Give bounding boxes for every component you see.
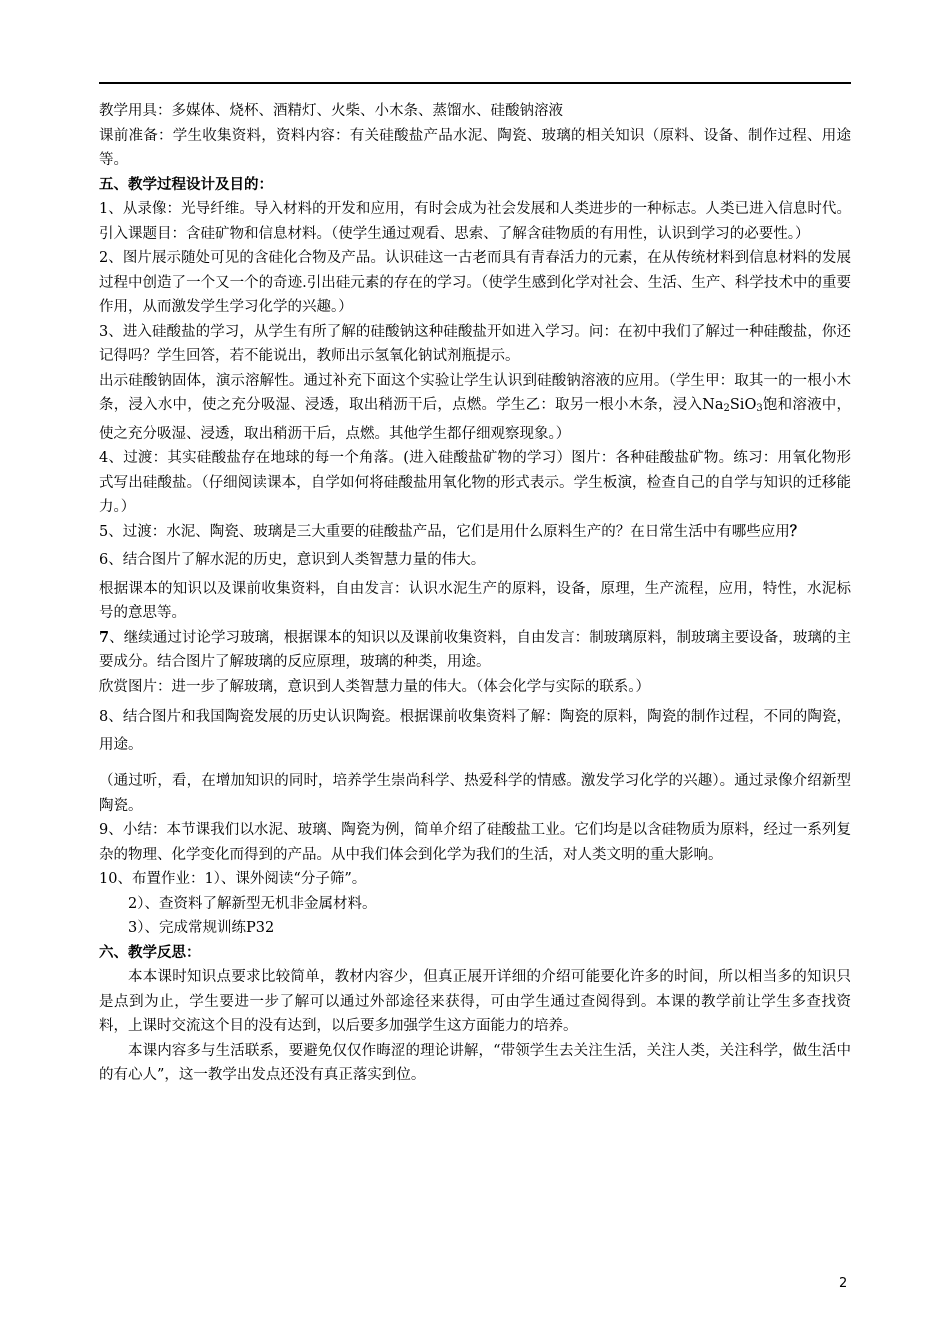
step-8: 8、结合图片和我国陶瓷发展的历史认识陶瓷。根据课前收集资料了解：陶瓷的原料，陶瓷的制作过程，不同的陶瓷，用途。 (99, 709, 851, 753)
step-5-question-mark: ？ (789, 522, 805, 540)
reflection-paragraph-2: 本课内容多与生活联系，要避免仅仅作晦涩的理论讲解，“带领学生去关注生活，关注人类，关注科学，做生活中的有心人”，这一教学出发点还没有真正落实到位。 (99, 1042, 851, 1083)
step-10-homework: 10、布置作业：1）、课外阅读“分子筛”。 (99, 871, 367, 887)
step-3-experiment (99, 369, 851, 447)
teaching-tools: 教学用具：多媒体、烧杯、酒精灯、火柴、小木条、蒸馏水、硅酸钠溶液 (99, 103, 563, 119)
subscript-2: 2 (723, 403, 730, 414)
homework-item-3: 3）、完成常规训练P32 (128, 920, 275, 936)
section-6-heading: 六、教学反思： (99, 943, 201, 961)
reflection-paragraph-1: 本本课时知识点要求比较简单，教材内容少，但真正展开详细的介绍可能要化许多的时间，所以相当多的知识只是点到为止，学生要进一步了解可以通过外部途径来获得，可由学生通过查阅得到。本课的教学前让学生多查找资料，上课时交流这个目的没有达到，以后要多加强学生这方面能力的培养。 (99, 969, 851, 1034)
step-5-text: 5、过渡：水泥、陶瓷、玻璃是三大重要的硅酸盐产品，它们是用什么原料生产的？在日常生活中有哪些应用 (99, 523, 790, 540)
homework-item-2: 2）、查资料了解新型无机非金属材料。 (128, 895, 377, 912)
step-7-appreciation: 欣赏图片：进一步了解玻璃，意识到人类智慧力量的伟大。（体会化学与实际的联系。） (99, 678, 650, 695)
header-rule (99, 82, 851, 84)
formula-sio: SiO (729, 397, 757, 413)
step-1: 1、从录像：光导纤维。导入材料的开发和应用，有时会成为社会发展和人类进步的一种标志。人类已进入信息时代。引入课题目：含硅矿物和信息材料。（使学生通过观看、思索、了解含硅物质的有用性，认识到学习的必要性。） (99, 201, 851, 242)
section-5-heading: 五、教学过程设计及目的： (99, 175, 273, 193)
step-7-number: 7 (99, 628, 110, 646)
experiment-text-b: 饱和溶液中，使之充分吸湿、浸透，取出稍沥干后，点燃。其他学生都仔细观察现象。） (99, 397, 851, 442)
document-body (99, 99, 851, 1088)
page-number: 2 (839, 1276, 848, 1291)
step-6-discussion: 根据课本的知识以及课前收集资料，自由发言：认识水泥生产的原料，设备，原理，生产流程，应用，特性，水泥标号的意思等。 (99, 580, 851, 621)
step-4: 4、过渡：其实硅酸盐存在地球的每一个角落。(进入硅酸盐矿物的学习）图片：各种硅酸盐矿物。练习：用氧化物形式写出硅酸盐。（仔细阅读课本，自学如何将硅酸盐用氧化物的形式表示。学生板演，检查自己的自学与知识的迁移能力。） (99, 450, 851, 515)
step-3: 3、进入硅酸盐的学习，从学生有所了解的硅酸钠这种硅酸盐开如进入学习。问：在初中我们了解过一种硅酸盐，你还记得吗？学生回答，若不能说出，教师出示氢氧化钠试剂瓶提示。 (99, 323, 851, 364)
step-2: 2、图片展示随处可见的含硅化合物及产品。认识硅这一古老而具有青春活力的元素，在从传统材料到信息材料的发展过程中创造了一个又一个的奇迹.引出硅元素的存在的学习。（使学生感到化学对社会、生活、生产、科学技术中的重要作用，从而激发学生学习化学的兴趣。） (99, 250, 851, 315)
step-5 (99, 520, 851, 545)
step-9-summary: 9、小结：本节课我们以水泥、玻璃、陶瓷为例，简单介绍了硅酸盐工业。它们均是以含硅物质为原料，经过一系列复杂的物理、化学变化而得到的产品。从中我们体会到化学为我们的生活，对人类文明的重大影响。 (99, 822, 851, 863)
step-6: 6、结合图片了解水泥的历史，意识到人类智慧力量的伟大。 (99, 552, 486, 568)
step-8-note: （通过听，看，在增加知识的同时，培养学生崇尚科学、热爱科学的情感。激发学习化学的兴趣）。通过录像介绍新型陶瓷。 (99, 773, 851, 814)
subscript-3: 3 (756, 403, 763, 414)
experiment-text-a: 出示硅酸钠固体，演示溶解性。通过补充下面这个实验让学生认识到硅酸钠溶液的应用。（学生甲：取其一的一根小木条，浸入水中，使之充分吸湿、浸透，取出稍沥干后，点燃。学生乙：取另一根小木条，浸入Na (99, 372, 851, 413)
step-7 (99, 626, 851, 675)
class-preparation: 课前准备：学生收集资料，资料内容：有关硅酸盐产品水泥、陶瓷、玻璃的相关知识（原料、设备、制作过程、用途等。 (99, 127, 851, 168)
step-7-text: 、继续通过讨论学习玻璃，根据课本的知识以及课前收集资料，自由发言：制玻璃原料，制玻璃主要设备，玻璃的主要成分。结合图片了解玻璃的反应原理，玻璃的种类，用途。 (99, 629, 851, 670)
